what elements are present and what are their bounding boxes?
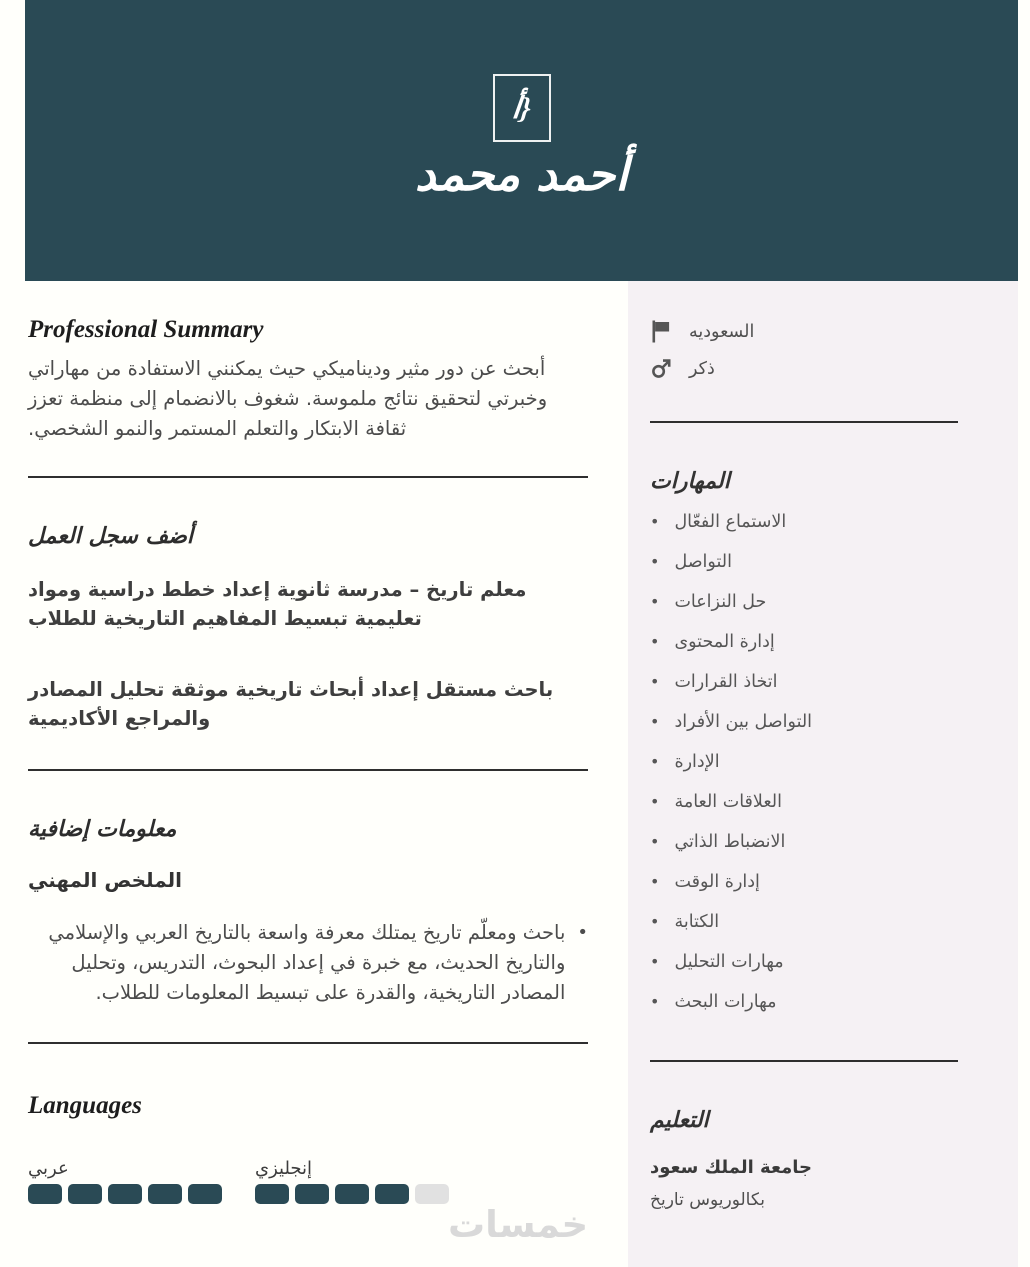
skill-item [650,510,958,534]
flag-icon [650,320,672,343]
summary-text: أبحث عن دور مثير وديناميكي حيث يمكنني الاستفادة من مهاراتي وخبرتي لتحقيق نتائج ملموسة. شغوف بالانضمام إلى منظمة تعزز ثقافة الابتكار والتعلم المستمر والنمو الشخصي. [28,357,548,440]
country-label: السعوديه [689,321,755,342]
skill-item [650,870,958,894]
skill-label: إدارة الوقت [674,872,760,892]
bullet-icon: • [577,922,588,943]
professional-summary-section [28,316,588,478]
bullet-icon: • [650,752,660,771]
language-group [28,1158,222,1204]
skill-label: التواصل بين الأفراد [674,712,813,732]
language-group [255,1158,449,1204]
level-segment [148,1184,182,1204]
language-level-bars [28,1184,222,1204]
summary-title: Professional Summary [28,316,264,343]
skill-label: الانضباط الذاتي [674,832,786,852]
divider [28,1042,588,1044]
skill-label: العلاقات العامة [674,792,782,812]
additional-subtitle: الملخص المهني [28,868,182,892]
language-label: عربي [28,1158,69,1179]
bullet-icon: • [650,832,660,851]
skill-label: الكتابة [674,912,720,932]
skill-item [650,990,958,1014]
divider [28,769,588,771]
bullet-icon: • [650,912,660,931]
bullet-text: باحث ومعلّم تاريخ يمتلك معرفة واسعة بالتاريخ العربي والإسلامي والتاريخ الحديث، مع خبرة في إعداد البحوث، التدريس، وتحليل المصادر التاريخية، والقدرة على تبسيط المعلومات للطلاب. [48,921,566,1004]
level-segment [68,1184,102,1204]
skill-label: إدارة المحتوى [674,632,775,652]
languages-bars [28,1158,588,1204]
level-segment [255,1184,289,1204]
main-column [25,281,628,1267]
work-history-section [28,524,588,771]
skill-item [650,830,958,854]
skill-item [650,950,958,974]
skills-title: المهارات [650,469,730,494]
level-segment [375,1184,409,1204]
skill-label: الاستماع الفعّال [674,512,787,532]
profile-row-gender [650,358,958,379]
skill-label: اتخاذ القرارات [674,672,778,692]
level-segment [108,1184,142,1204]
additional-bullets [28,918,588,1008]
work-title: أضف سجل العمل [28,524,193,549]
male-icon [650,358,672,379]
bullet-icon: • [650,632,660,651]
profile-row-country [650,320,958,343]
bullet-icon: • [650,552,660,571]
skill-item [650,790,958,814]
work-entry: باحث مستقل إعداد أبحاث تاريخية موثقة تحليل المصادر والمراجع الأكاديمية [28,678,554,730]
skill-label: الإدارة [674,752,720,772]
level-segment [295,1184,329,1204]
level-segment [28,1184,62,1204]
body-columns [25,281,1018,1267]
skill-item [650,590,958,614]
divider [650,421,958,423]
bullet-icon: • [650,712,660,731]
profile-list [650,320,958,379]
skill-item [650,670,958,694]
skill-label: حل النزاعات [674,592,767,612]
level-segment [415,1184,449,1204]
monogram-icon: أ} [510,91,533,125]
skill-item [650,750,958,774]
languages-section [28,1092,588,1204]
bullet-icon: • [650,672,660,691]
education-title: التعليم [650,1108,709,1133]
skill-item [650,550,958,574]
skill-label: مهارات البحث [674,992,777,1012]
skill-item [650,630,958,654]
education-degree: بكالوريوس تاريخ [650,1190,765,1210]
gender-label: ذكر [689,358,715,379]
level-segment [335,1184,369,1204]
monogram-box [493,74,551,142]
bullet-icon: • [650,872,660,891]
work-entries [28,575,588,733]
divider [28,476,588,478]
divider [650,1060,958,1062]
bullet-icon: • [650,992,660,1011]
bullet-icon: • [650,592,660,611]
skill-label: مهارات التحليل [674,952,784,972]
skill-item [650,910,958,934]
bullet-icon: • [650,792,660,811]
bullet-item [28,918,588,1008]
work-entry: معلم تاريخ – مدرسة ثانوية إعداد خطط دراسية ومواد تعليمية تبسيط المفاهيم التاريخية للطلاب [28,578,527,630]
level-segment [188,1184,222,1204]
language-level-bars [255,1184,449,1204]
sidebar [628,281,1018,1267]
skill-label: التواصل [674,552,732,572]
education-school: جامعة الملك سعود [650,1157,812,1178]
skill-item [650,710,958,734]
khamsat-watermark: خمسات [448,1203,589,1246]
bullet-icon: • [650,512,660,531]
language-label: إنجليزي [255,1158,313,1179]
additional-info-section [28,817,588,1044]
bullet-icon: • [650,952,660,971]
skills-list [650,510,958,1014]
languages-title: Languages [28,1092,142,1119]
candidate-name: أحمد محمد [414,147,629,201]
additional-title: معلومات إضافية [28,817,177,842]
header [25,0,1018,281]
